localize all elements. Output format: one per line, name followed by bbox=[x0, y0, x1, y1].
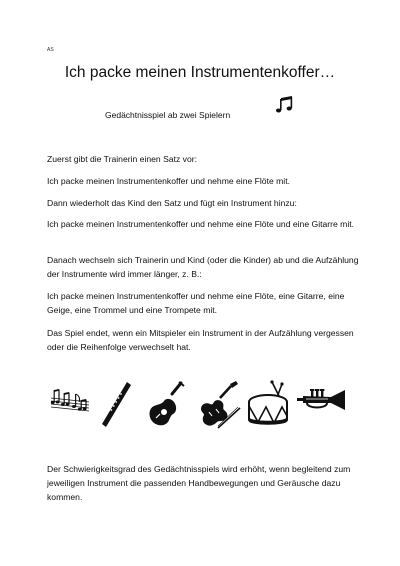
page-title: Ich packe meinen Instrumentenkoffer… bbox=[64, 64, 336, 81]
document-code: AS bbox=[47, 47, 54, 53]
trumpet-icon bbox=[295, 380, 350, 420]
guitar-icon bbox=[146, 380, 186, 430]
instrument-icons bbox=[50, 380, 350, 430]
paragraph: Zuerst gibt die Trainerin einen Satz vor: bbox=[47, 154, 197, 164]
paragraph: Dann wiederholt das Kind den Satz und fügt ein Instrument hinzu: bbox=[47, 198, 297, 208]
paragraph: Der Schwierigkeitsgrad des Gedächtnisspiels wird erhöht, wenn begleitend zum jeweiligen Instrument die passenden Handbewegungen und Geräusche dazu kommen. bbox=[47, 464, 351, 502]
page-subtitle: Gedächtnisspiel ab zwei Spielern bbox=[105, 110, 231, 120]
paragraph: Ich packe meinen Instrumentenkoffer und nehme eine Flöte, eine Gitarre, eine Geige, eine Trommel und eine Trompete mit. bbox=[47, 291, 345, 315]
paragraph: Das Spiel endet, wenn ein Mitspieler ein Instrument in der Aufzählung vergessen oder die Reihenfolge verwechselt hat. bbox=[47, 328, 354, 352]
violin-icon bbox=[196, 380, 242, 430]
beamed-notes-icon bbox=[275, 95, 297, 115]
music-notes-icon bbox=[50, 380, 90, 420]
drum-icon bbox=[246, 380, 290, 430]
paragraph: Ich packe meinen Instrumentenkoffer und nehme eine Flöte und eine Gitarre mit. bbox=[47, 219, 354, 229]
paragraph: Ich packe meinen Instrumentenkoffer und nehme eine Flöte mit. bbox=[47, 176, 290, 186]
paragraph: Danach wechseln sich Trainerin und Kind (oder die Kinder) ab und die Aufzählung der Instrumente wird immer länger, z. B.: bbox=[47, 255, 359, 279]
flute-icon bbox=[100, 380, 132, 430]
